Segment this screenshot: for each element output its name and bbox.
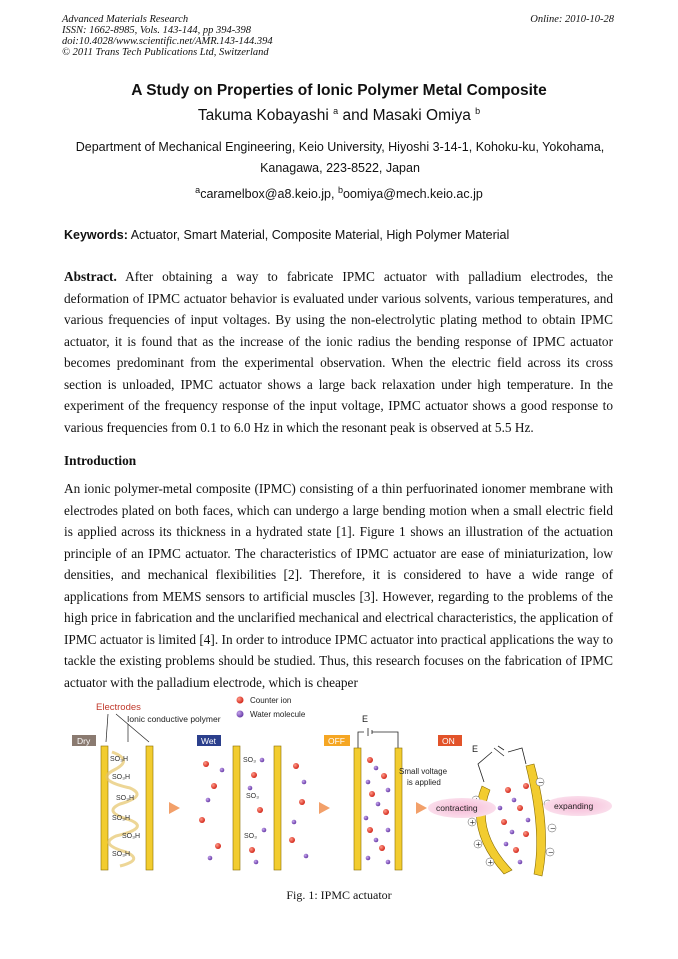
abstract	[64, 266, 613, 438]
polymer-chain	[107, 752, 141, 866]
so3h-label-1: SO₃H	[110, 756, 129, 763]
electrode-pointer-left	[106, 714, 108, 742]
wet-particles	[199, 758, 308, 865]
introduction-text: An ionic polymer-metal composite (IPMC) consisting of a thin perfuorinated ionomer membrane with electrodes plated on both faces, which can undergo a large bending motion when a small electric field is applied across its thickness in a hydrated state [1]. Figure 1 shows an illustration of the actuation principle of an IPMC actuator. The characteristics of IPMC actuator are ease of miniaturization, low densities, and mechanical flexibilities [2]. Therefore, it is considered to have a wide range of applications from MEMS sensors to artificial muscles [3]. However, regarding to the problems of the high price in fabrication and the unclarified mechanical and electrical characteristics, the application of IPMC actuator is limited [4]. In order to introduce IPMC actuator into practical applications the way to tackle the existing problems should be studied. Thus, this research focuses on the fabrication of IPMC actuator with the palladium electrode, which is cheaper	[64, 481, 613, 690]
email-a-sup: a	[195, 185, 201, 195]
svg-text:−: −	[538, 778, 544, 787]
e-label-off: E	[362, 714, 369, 724]
email-a: caramelbox@a8.keio.jp,	[200, 187, 338, 202]
doi: doi:10.4028/www.scientific.net/AMR.143-144.394	[62, 36, 273, 47]
online-date: Online: 2010-10-28	[530, 14, 614, 25]
small-voltage-line2: is applied	[407, 778, 441, 787]
legend	[237, 696, 306, 719]
affiliation	[70, 137, 610, 179]
author-2: Masaki Omiya	[372, 107, 471, 125]
wet-panel	[197, 735, 330, 870]
so3h-label-6: SO₃H	[112, 851, 131, 858]
arrow-dry-to-wet	[169, 802, 180, 814]
electrode-right-wet	[274, 746, 281, 870]
affiliation-line-2: Kanagawa, 223-8522, Japan	[260, 161, 420, 175]
introduction-heading: Introduction	[64, 453, 137, 468]
electrode-left-dry	[101, 746, 108, 870]
electrode-left-on	[476, 786, 512, 874]
electrode-right-dry	[146, 746, 153, 870]
electrode-left-off	[354, 748, 361, 870]
svg-text:−: −	[550, 824, 556, 833]
so3-label-3: SO₃	[244, 833, 257, 840]
email-b: oomiya@mech.keio.ac.jp	[342, 187, 483, 202]
dry-panel	[72, 702, 221, 870]
arrow-off-to-on	[416, 802, 427, 814]
legend-counter-ion: Counter ion	[250, 696, 292, 705]
svg-text:+: +	[469, 818, 476, 827]
author-1-affil: a	[333, 106, 339, 116]
legend-counter-ion-marker	[237, 697, 244, 704]
journal-name: Advanced Materials Research	[62, 14, 189, 25]
ionic-polymer-label: Ionic conductive polymer	[127, 714, 221, 724]
svg-text:+: +	[487, 858, 494, 867]
so3h-label-4: SO₃H	[112, 815, 131, 822]
expanding-label: expanding	[554, 801, 594, 811]
svg-text:−: −	[548, 848, 554, 857]
on-particles	[498, 783, 531, 864]
circuit-off	[358, 728, 398, 748]
so3h-label-5: SO₃H	[122, 833, 141, 840]
so3-label-1: SO₃	[243, 757, 256, 764]
small-voltage-line1: Small voltage	[399, 767, 448, 776]
author-1: Takuma Kobayashi	[197, 107, 329, 125]
off-panel	[324, 714, 427, 870]
svg-text:+: +	[475, 840, 482, 849]
arrow-wet-to-off	[319, 802, 330, 814]
paper-title: A Study on Properties of Ionic Polymer Metal Composite	[131, 82, 547, 99]
author-conjunction: and	[338, 107, 373, 125]
on-panel	[399, 735, 612, 876]
so3h-label-2: SO₃H	[112, 774, 131, 781]
authors	[0, 106, 678, 125]
legend-water-marker	[237, 711, 244, 718]
so3-label-2: SO₃	[246, 793, 259, 800]
electrodes-label: Electrodes	[96, 702, 141, 713]
legend-water: Water molecule	[250, 710, 306, 719]
abstract-label: Abstract.	[64, 269, 117, 284]
keywords	[64, 228, 624, 242]
on-tag-label: ON	[442, 736, 455, 746]
keywords-label: Keywords:	[64, 228, 128, 242]
circuit-on	[478, 746, 526, 782]
wet-tag-label: Wet	[201, 736, 216, 746]
figure-caption: Fig. 1: IPMC actuator	[286, 888, 392, 902]
ipmc-figure	[64, 690, 620, 880]
affiliation-line-1: Department of Mechanical Engineering, Keio University, Hiyoshi 3-14-1, Kohoku-ku, Yokohama,	[75, 140, 605, 154]
journal-header	[62, 14, 614, 58]
electrode-left-wet	[233, 746, 240, 870]
e-label-on: E	[472, 744, 479, 754]
email-b-sup: b	[337, 185, 343, 195]
emails	[0, 185, 678, 201]
copyright: © 2011 Trans Tech Publications Ltd, Switzerland	[62, 47, 269, 58]
off-particles	[364, 757, 391, 864]
abstract-text: After obtaining a way to fabricate IPMC actuator with palladium electrodes, the deformation of IPMC actuator behavior is evaluated under various solvents, various temperatures, and various frequencies of input voltages. By using the non-electrolytic plating method to obtain IPMC actuator, it is found that as the increase of the ionic radius the bending response of IPMC actuator becomes predominant from the experimental observation. When the electric field across its cross section is unloaded, IPMC actuator shows a large back relaxation under high temperature. In the experiment of the frequency response of the input voltage, IPMC actuator shows a good response to various frequencies from 0.1 to 6.0 Hz in which the resonant peak is observed at 5.5 Hz.	[64, 269, 613, 435]
author-2-affil: b	[475, 106, 481, 116]
so3h-label-3: SO₃H	[116, 795, 135, 802]
dry-tag-label: Dry	[77, 736, 91, 746]
off-tag-label: OFF	[328, 736, 345, 746]
keywords-text: Actuator, Smart Material, Composite Material, High Polymer Material	[127, 228, 510, 242]
contracting-label: contracting	[436, 803, 478, 813]
issn: ISSN: 1662-8985, Vols. 143-144, pp 394-398	[62, 25, 251, 36]
